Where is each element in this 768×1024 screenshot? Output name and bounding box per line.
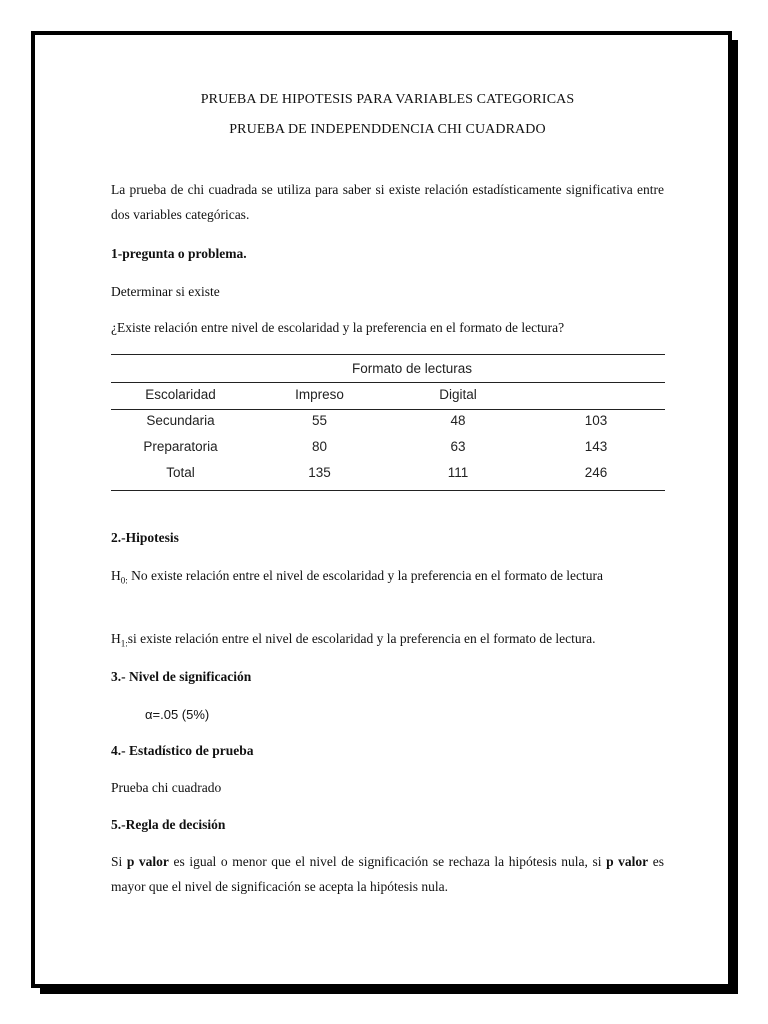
column-header: Escolaridad [145,386,216,402]
table-row [111,433,665,459]
table-cell: 111 [447,464,469,480]
table-cell: 103 [584,412,608,428]
table-cell: 55 [311,412,328,428]
table-cell: 63 [450,438,466,454]
table-row [111,407,665,433]
hypothesis-null: $H_{0:}$ No existe relación entre el nivel de escolaridad y la preferencia en el formato de lectura [111,568,604,586]
table-cell: Secundaria [146,412,215,428]
table-cell: 48 [450,412,466,428]
section-3-heading: 3.- Nivel de significación [111,669,252,684]
column-header: Impreso [295,386,344,402]
table-cell: 246 [584,464,608,480]
table-row [111,459,665,485]
table-group-header-row [111,355,665,381]
table-header-row [111,381,665,407]
research-question: ¿Existe relación entre nivel de escolaridad y la preferencia en el formato de lectura? [111,320,565,335]
group-header: Formato de lecturas [352,360,473,376]
column-header [527,381,665,407]
decision-rule: Si p valor es igual o menor que el nivel de significación se rechaza la hipótesis nula, si p valor es mayor que el nivel de significación se acepta la hipótesis nula. [111,854,664,894]
column-header: Digital [439,386,477,402]
intro-paragraph: La prueba de chi cuadrada se utiliza para saber si existe relación estadísticamente significativa entre dos variables categóricas. [111,182,664,222]
table-cell: 135 [308,464,331,480]
hypothesis-alternative: $H_{1:}si$ existe relación entre el nivel de escolaridad y la preferencia en el formato de lectura. [111,631,596,649]
table-cell: Preparatoria [143,438,218,454]
test-statistic: Prueba chi cuadrado [111,780,222,795]
significance-level: α=.05 (5%) [145,707,210,722]
document-title-1: PRUEBA DE HIPOTESIS PARA VARIABLES CATEGORICAS [200,92,575,107]
document-page [31,31,732,988]
section-1-heading: 1-pregunta o problema. [111,246,247,261]
document-title-2: PRUEBA DE INDEPENDDENCIA CHI CUADRADO [229,122,546,137]
table-cell: 80 [311,438,328,454]
table-bottom-rule [111,490,665,491]
contingency-table [111,355,665,485]
section-1-line: Determinar si existe [111,284,220,299]
section-2-heading: 2.-Hipotesis [111,530,179,545]
table-cell: Total [166,464,195,480]
table-cell: 143 [584,438,608,454]
section-5-heading: 5.-Regla de decisión [111,817,226,832]
section-4-heading: 4.- Estadístico de prueba [111,743,254,758]
